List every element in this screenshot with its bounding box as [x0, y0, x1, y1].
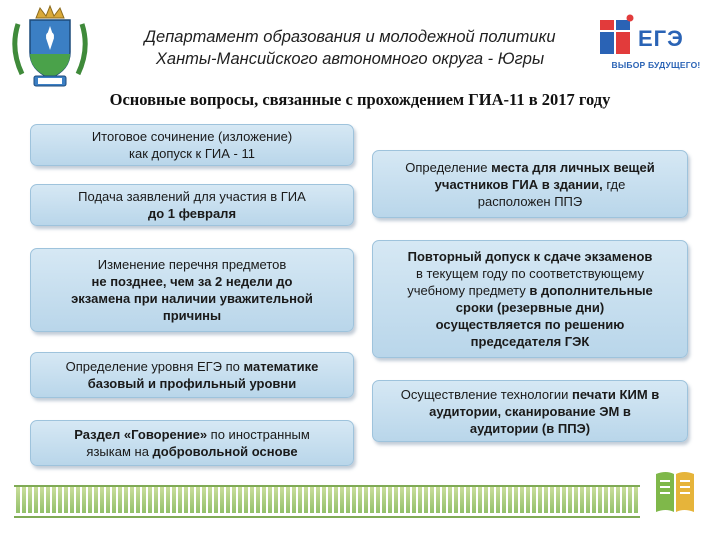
- box-line: [92, 145, 292, 162]
- open-book-icon: [652, 464, 698, 522]
- decorative-strip: [14, 485, 640, 513]
- ege-tagline: ВЫБОР БУДУЩЕГО!: [611, 60, 701, 70]
- text: Итоговое сочинение (изложение): [91, 129, 293, 144]
- bold-text: печати КИМ в: [572, 386, 660, 402]
- bold-text: базовый и профильный уровни: [87, 376, 297, 391]
- text: в текущем году по соответствующему: [415, 266, 645, 281]
- bold-text: участников ГИА в здании,: [434, 176, 603, 192]
- box-line: [405, 193, 654, 210]
- box-text: [66, 358, 319, 392]
- box-text: [405, 159, 654, 210]
- department-header: [100, 26, 600, 70]
- box-text: [71, 256, 313, 324]
- bold-text: Повторный допуск к сдаче экзаменов: [407, 249, 653, 264]
- box-line: [74, 426, 310, 443]
- box-line: [74, 443, 310, 460]
- box-line: [407, 248, 653, 265]
- decorative-line: [14, 516, 640, 518]
- bold-text: экзамена при наличии уважительной: [71, 291, 313, 306]
- info-box-application: [30, 184, 354, 226]
- text: Изменение перечня предметов: [97, 257, 287, 272]
- ege-figure-icon: [596, 14, 640, 60]
- box-line: [78, 188, 306, 205]
- coat-of-arms-icon: [8, 4, 92, 90]
- bold-text: математике: [243, 359, 319, 374]
- bold-text: осуществляется по решению: [435, 317, 625, 332]
- info-box-subject-change: [30, 248, 354, 332]
- box-line: [407, 265, 653, 282]
- bold-text: Раздел «Говорение»: [74, 427, 208, 442]
- text: Осуществление технологии: [400, 386, 573, 402]
- text: где: [602, 176, 626, 192]
- box-text: [92, 128, 292, 162]
- box-line: [407, 333, 653, 350]
- bold-text: сроки (резервные дни): [455, 300, 605, 315]
- text: расположен ППЭ: [477, 193, 583, 209]
- department-line-1: Департамент образования и молодежной политики: [144, 28, 556, 46]
- text: учебному предмету: [407, 283, 530, 298]
- text: по иностранным: [207, 427, 310, 442]
- info-box-belongings: [372, 150, 688, 218]
- bold-text: председателя ГЭК: [470, 334, 590, 349]
- box-line: [401, 403, 660, 420]
- box-line: [66, 375, 319, 392]
- info-box-kim-printing: [372, 380, 688, 442]
- bold-text: места для личных вещей: [491, 159, 655, 175]
- department-line-2: Ханты-Мансийского автономного округа - Югры: [155, 50, 545, 68]
- bold-text: добровольной основе: [152, 444, 298, 459]
- box-line: [401, 386, 660, 403]
- info-box-math-level: [30, 352, 354, 398]
- bold-text: не позднее, чем за 2 недели до: [91, 274, 293, 289]
- box-line: [78, 205, 306, 222]
- box-line: [71, 256, 313, 273]
- box-text: [407, 248, 653, 350]
- text: Подача заявлений для участия в ГИА: [78, 189, 306, 204]
- box-line: [71, 290, 313, 307]
- box-line: [71, 273, 313, 290]
- box-line: [66, 358, 319, 375]
- box-line: [405, 159, 654, 176]
- text: Определение уровня ЕГЭ по: [65, 359, 244, 374]
- box-line: [407, 299, 653, 316]
- text: как допуск к ГИА - 11: [129, 146, 255, 161]
- box-line: [92, 128, 292, 145]
- page-title: Основные вопросы, связанные с прохождением ГИА-11 в 2017 году: [109, 90, 611, 109]
- ege-logo-text: ЕГЭ: [638, 26, 684, 51]
- bold-text: до 1 февраля: [147, 206, 237, 221]
- bold-text: причины: [162, 308, 222, 323]
- box-line: [407, 316, 653, 333]
- box-text: [78, 188, 306, 222]
- box-line: [407, 282, 653, 299]
- bold-text: в дополнительные: [529, 283, 653, 298]
- info-box-retake: [372, 240, 688, 358]
- box-line: [71, 307, 313, 324]
- box-text: [401, 386, 660, 437]
- bold-text: аудитории (в ППЭ): [469, 420, 591, 436]
- bold-text: аудитории, сканирование ЭМ в: [429, 403, 631, 419]
- box-text: [74, 426, 310, 460]
- info-box-speaking: [30, 420, 354, 466]
- info-box-essay: [30, 124, 354, 166]
- text: Определение: [405, 159, 492, 175]
- box-line: [405, 176, 654, 193]
- text: языкам на: [86, 444, 153, 459]
- box-line: [401, 420, 660, 437]
